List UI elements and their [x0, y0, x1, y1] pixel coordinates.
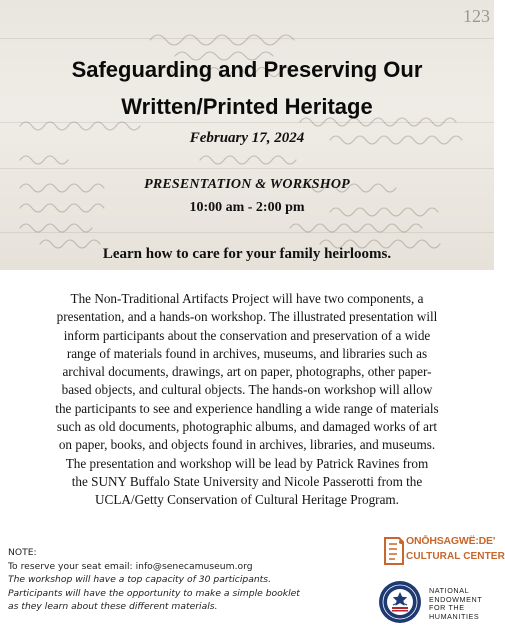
- event-type: PRESENTATION & WORKSHOP: [144, 177, 350, 192]
- description-line: The presentation and workshop will be lead by Patrick Ravines from: [65, 455, 429, 471]
- description-line: such as old documents, photographic albums, and damaged works of art: [56, 419, 438, 435]
- description-line: on paper, books, and objects found in archives, libraries, and museums.: [58, 437, 436, 453]
- description-line: The Non-Traditional Artifacts Project will have two components, a: [70, 291, 424, 306]
- cultural-center-subtitle: CULTURAL CENTER: [406, 551, 505, 562]
- neh-line: NATIONAL: [429, 586, 470, 595]
- description-line: inform participants about the conservation and preservation of a wide: [63, 327, 431, 343]
- cultural-center-name: ONŌHSAGWË:DE': [406, 535, 496, 547]
- neh-logo: [378, 580, 490, 636]
- description-line: the SUNY Buffalo State University and Nicole Passerotti from the: [71, 473, 423, 489]
- note-heading: NOTE:: [8, 547, 37, 558]
- event-time: 10:00 am - 2:00 pm: [189, 200, 305, 215]
- description-line: presentation, and a hands-on workshop. The illustrated presentation will: [56, 309, 438, 325]
- onohsagwede-cultural-center-logo: [382, 532, 505, 572]
- description-line: based objects, and cultural objects. The hands-on workshop will allow: [61, 382, 433, 398]
- event-title-line-1: Safeguarding and Preserving Our: [71, 57, 423, 82]
- neh-line: HUMANITIES: [429, 611, 480, 621]
- booklet-note-line-1: Participants will have the opportunity to make a simple booklet: [8, 587, 300, 599]
- cultural-center-mark-icon: [382, 534, 408, 568]
- reservation-note: [8, 546, 368, 614]
- event-date: February 17, 2024: [189, 130, 305, 146]
- archive-page-number: 123: [463, 6, 490, 26]
- neh-line: FOR THE: [429, 603, 465, 613]
- description-line: range of materials found in archives, museums, and libraries such as: [66, 345, 428, 361]
- description-line: UCLA/Getty Conservation of Cultural Heritage Program.: [95, 492, 399, 508]
- event-description: [14, 290, 480, 510]
- description-line: the participants to see and experience handling a wide range of materials: [55, 400, 439, 416]
- neh-wordmark: [429, 587, 482, 621]
- event-title-line-2: Written/Printed Heritage: [121, 94, 373, 119]
- event-tagline: Learn how to care for your family heirlooms.: [102, 246, 392, 262]
- neh-line: ENDOWMENT: [429, 594, 483, 604]
- booklet-note-line-2: as they learn about these different materials.: [8, 601, 218, 613]
- description-line: archival documents, drawings, art on paper, photographs, other paper-: [62, 364, 432, 380]
- neh-seal-icon: [378, 580, 422, 624]
- reserve-seat-email[interactable]: To reserve your seat email: info@senecamuseum.org: [8, 560, 253, 572]
- capacity-note: The workshop will have a top capacity of 30 participants.: [8, 574, 271, 586]
